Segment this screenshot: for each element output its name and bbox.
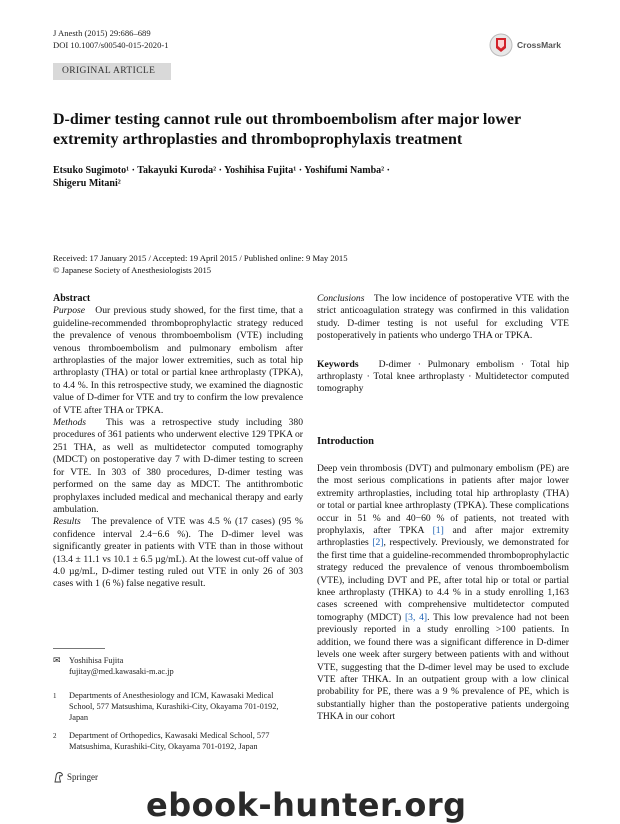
- abstract-purpose: [53, 305, 303, 417]
- conclusions-text: The low incidence of postoperative VTE with the strict anticoagulation strategy was confirmed in this validation study. D-dimer testing is not useful for excluding VTE postoperatively in patients who undergo THA or TPKA.: [317, 293, 569, 342]
- affiliation-1: [53, 691, 293, 723]
- methods-text: This was a retrospective study including 380 procedures of 361 patients who underwent elective 129 TPKA or 251 THA, as well as multidetector computed tomography (MDCT) on postoperative day 7 with D-dimer testing to screen for VTE. In 303 of 380 procedures, D-dimer testing was performed on the same day as MDCT. The antithrombotic prophylaxes included medical and mechanical therapy and early ambulation.: [53, 417, 303, 515]
- authors-line-2: Shigeru Mitani²: [53, 178, 121, 189]
- publication-dates: [53, 253, 348, 276]
- article-type-badge: ORIGINAL ARTICLE: [53, 63, 171, 80]
- citation-link-1[interactable]: [1]: [432, 525, 444, 537]
- corresponding-name: Yoshihisa Fujita: [69, 656, 124, 665]
- introduction-heading: Introduction: [317, 436, 374, 447]
- purpose-label: Purpose: [53, 305, 85, 317]
- results-label: Results: [53, 516, 81, 528]
- abstract-conclusions: [317, 293, 569, 343]
- footnote-divider: [53, 648, 105, 649]
- abstract-methods: [53, 417, 303, 516]
- corresponding-author: [53, 656, 293, 678]
- journal-citation: J Anesth (2015) 29:686–689: [53, 28, 151, 38]
- dates-line: Received: 17 January 2015 / Accepted: 19 April 2015 / Published online: 9 May 2015: [53, 253, 348, 263]
- affiliation-1-text: Departments of Anesthesiology and ICM, Kawasaki Medical School, 577 Matsushima, Kurashiki-City, Okayama 701-0192, Japan: [69, 691, 279, 722]
- keywords-label: Keywords: [317, 358, 359, 370]
- affiliation-1-number: 1: [53, 692, 57, 700]
- citation-link-3[interactable]: [3, 4]: [404, 611, 428, 623]
- crossmark-badge[interactable]: [488, 33, 561, 57]
- methods-label: Methods: [53, 417, 87, 429]
- intro-text-1: Deep vein thrombosis (DVT) and pulmonary embolism (PE) are the most serious complications in patients after major lower extremity arthroplasties, including total hip arthroplasty (THA) or total or partial knee arthroplasty (TPKA). These complications occur in 51 % and 40−60 % of patients, not treated with prophylaxis, after TPKA: [317, 463, 569, 537]
- crossmark-icon: [488, 33, 514, 57]
- intro-text-4: . This low prevalence had not been previously reported in a study enrolling >100 patients. In addition, we found there was a significant difference in D-dimer levels one week after surgery between patients with and without VTE, suggesting that the D-dimer level may be used to exclude VTE after THKA. In an outpatient group with a low clinical probability for PE, there was a 9 % prevalence of PE, which is substantially higher than the postoperative patients undergoing THKA in our cohort: [317, 611, 570, 723]
- crossmark-label: CrossMark: [517, 40, 561, 50]
- intro-text-2: and after major extremity arthroplasties: [317, 525, 569, 549]
- keywords: [317, 359, 569, 396]
- conclusions-label: Conclusions: [317, 293, 365, 304]
- keywords-text: D-dimer · Pulmonary embolism · Total hip arthroplasty · Total knee arthroplasty · Multidetector computed tomography: [317, 358, 570, 395]
- affiliation-2-number: 2: [53, 732, 57, 740]
- intro-text-3: , respectively. Previously, we demonstrated for the first time that a guideline-recommended thromboprophylactic strategy reduced the prevalence of venous thromboembolism (VTE), including DVT and PE, after total hip or total or partial knee arthroplasty (THKA) to 4.4 % in a study enrolling 1,163 cases screened with comprehensive multidetector computed tomography (MDCT): [317, 537, 569, 623]
- publisher-name: Springer: [67, 772, 98, 782]
- watermark-text: ebook-hunter.org: [146, 786, 467, 824]
- abstract-results: [53, 516, 303, 590]
- citation-link-2[interactable]: [2]: [372, 537, 384, 549]
- authors-line-1: Etsuko Sugimoto¹ · Takayuki Kuroda² · Yoshihisa Fujita¹ · Yoshifumi Namba² ·: [53, 165, 391, 176]
- abstract-heading: Abstract: [53, 293, 91, 304]
- purpose-text: Our previous study showed, for the first time, that a guideline-recommended thromboprophylactic strategy reduced the prevalence of venous thromboembolism (VTE) including venous thromboembolism and pulmonary embolism after arthroplasties of the major lower extremities, such as total hip arthroplasty (THA) or total or partial knee arthroplasty (TPKA), to 4.4 %. In this retrospective study, we examined the diagnostic value of D-dimer for VTE and try to confirm the low prevalence of VTE after THA or TPKA.: [53, 305, 303, 416]
- introduction-body: [317, 463, 569, 724]
- abstract-section: [53, 293, 303, 591]
- results-text: The prevalence of VTE was 4.5 % (17 cases) (95 % confidence interval 2.4−6.6 %). The D-dimer level was significantly greater in patients with VTE than in those without (13.4 ± 11.1 vs 10.1 ± 6.5 µg/mL). At the lowest cut-off value of 4.0 µg/mL, D-dimer testing ruled out VTE in only 26 of 303 cases with 1 (6 %) false negative result.: [53, 516, 303, 590]
- author-list: [53, 164, 573, 190]
- affiliation-2: [53, 731, 293, 753]
- affiliation-2-text: Department of Orthopedics, Kawasaki Medical School, 577 Matsushima, Kurashiki-City, Okayama 701-0192, Japan: [69, 731, 270, 751]
- abstract-continued: [317, 293, 569, 396]
- springer-horse-icon: [53, 771, 64, 783]
- publisher-logo: [53, 771, 98, 783]
- doi: DOI 10.1007/s00540-015-2020-1: [53, 40, 169, 50]
- article-title: D-dimer testing cannot rule out thromboembolism after major lower extremity arthroplasties and thromboprophylaxis treatment: [53, 111, 521, 148]
- corresponding-email[interactable]: fujitay@med.kawasaki-m.ac.jp: [69, 666, 174, 676]
- envelope-icon: ✉: [53, 655, 61, 665]
- copyright-line: © Japanese Society of Anesthesiologists 2015: [53, 264, 212, 275]
